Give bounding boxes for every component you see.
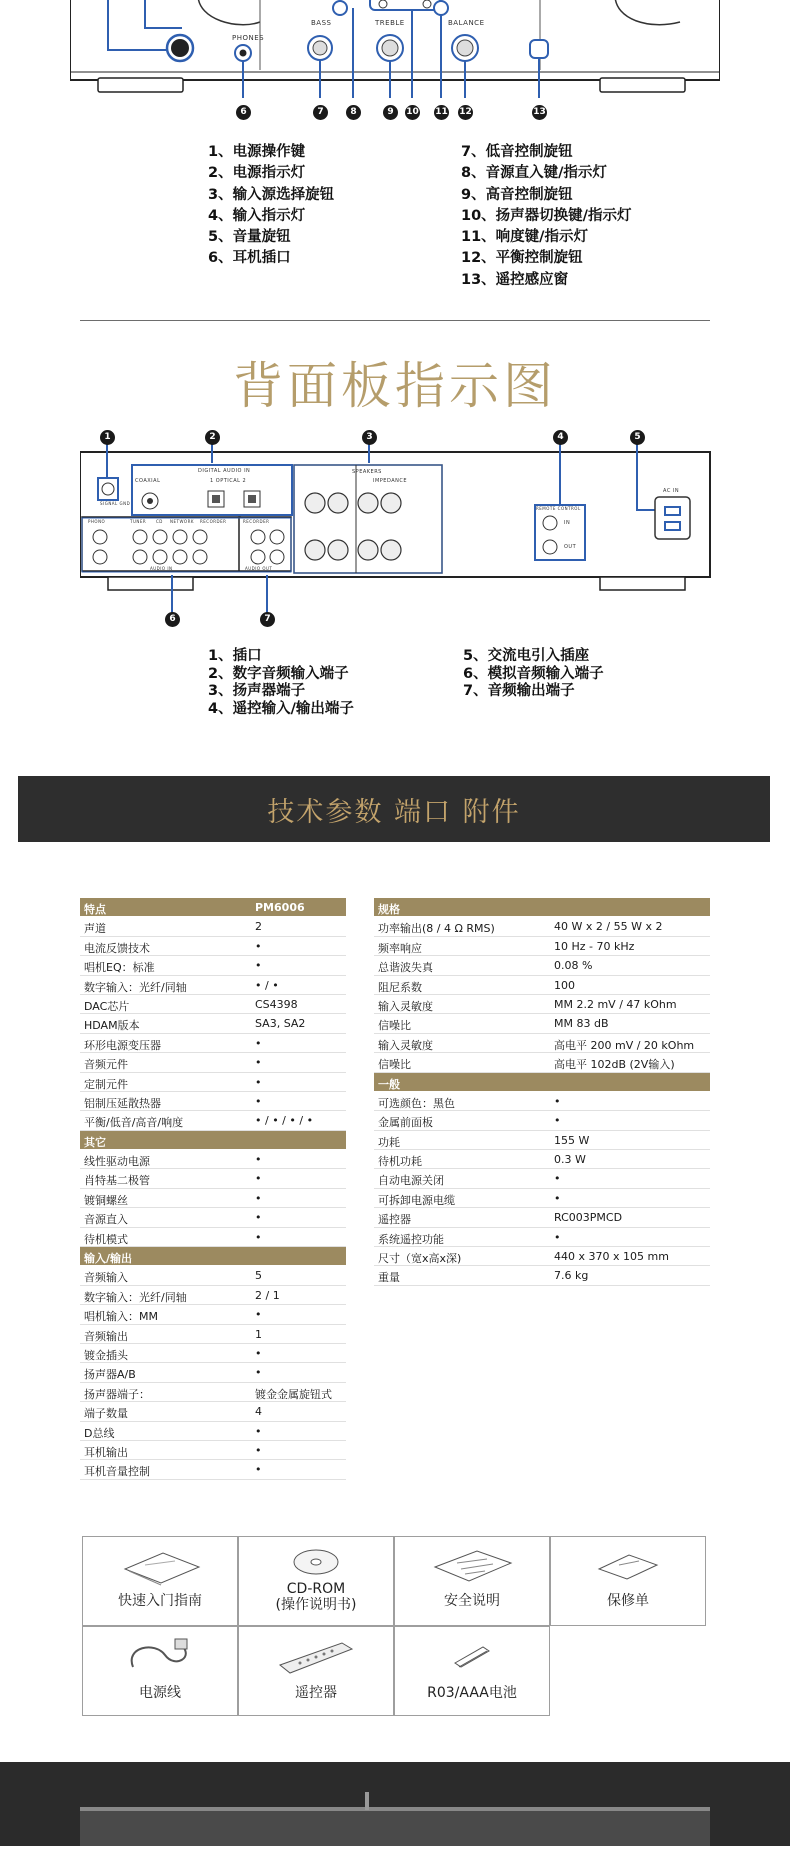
spec-key: 功率输出(8 / 4 Ω RMS) bbox=[378, 922, 495, 936]
callout-13: 13 bbox=[532, 105, 547, 120]
spec-row bbox=[374, 1014, 710, 1033]
spec-row bbox=[374, 1053, 710, 1072]
product-photo-band bbox=[0, 1762, 790, 1846]
spec-key: 定制元件 bbox=[84, 1077, 128, 1091]
spec-value: CS4398 bbox=[255, 997, 298, 1011]
rear-panel-illustration bbox=[80, 425, 715, 625]
spec-value: 440 x 370 x 105 mm bbox=[554, 1250, 669, 1264]
spec-key: 重量 bbox=[378, 1271, 400, 1285]
spec-value: MM 83 dB bbox=[554, 1017, 609, 1031]
spec-row bbox=[80, 1034, 346, 1053]
speakers-label: SPEAKERS bbox=[352, 469, 382, 475]
front-legend-right bbox=[461, 142, 631, 291]
spec-value: • bbox=[255, 1366, 262, 1380]
optical-label: 1 OPTICAL 2 bbox=[210, 478, 247, 484]
spec-key: 平衡/低音/高音/响度 bbox=[84, 1116, 184, 1130]
legend-item: 1、电源操作键 bbox=[208, 144, 306, 160]
rear-callout-7: 7 bbox=[260, 612, 275, 627]
accessory-label: 遥控器 bbox=[295, 1685, 337, 1701]
spec-row bbox=[80, 995, 346, 1014]
spec-section-header bbox=[374, 1073, 710, 1092]
spec-value: 2 / 1 bbox=[255, 1288, 280, 1302]
spec-row bbox=[80, 976, 346, 995]
rear-callout-2: 2 bbox=[205, 430, 220, 445]
spec-header-label: 一般 bbox=[378, 1077, 400, 1091]
spec-row bbox=[374, 1111, 710, 1130]
callout-8: 8 bbox=[346, 105, 361, 120]
spec-header-label: 输入/输出 bbox=[84, 1252, 133, 1266]
spec-value: 7.6 kg bbox=[554, 1269, 589, 1283]
spec-key: 待机功耗 bbox=[378, 1155, 422, 1169]
spec-value: • bbox=[255, 939, 262, 953]
treble-label: TREBLE bbox=[375, 19, 405, 27]
spec-key: 音频输入 bbox=[84, 1271, 128, 1285]
impedance-label: IMPEDANCE bbox=[373, 478, 408, 484]
warranty-card-icon bbox=[593, 1547, 663, 1583]
specifications-table bbox=[374, 898, 710, 1286]
spec-row bbox=[80, 1228, 346, 1247]
legend-item: 10、扬声器切换键/指示灯 bbox=[461, 207, 632, 224]
spec-key: DAC芯片 bbox=[84, 999, 130, 1013]
rear-callout-1: 1 bbox=[100, 430, 115, 445]
remote-in-label: IN bbox=[564, 520, 571, 526]
spec-key: 耳机音量控制 bbox=[84, 1465, 150, 1479]
accessory-label: 电源线 bbox=[139, 1685, 181, 1701]
spec-row bbox=[80, 917, 346, 936]
spec-row bbox=[374, 995, 710, 1014]
accessory-aaa-batteries bbox=[394, 1626, 550, 1716]
legend-item: 9、高音控制旋钮 bbox=[461, 186, 573, 203]
spec-key: 金属前面板 bbox=[378, 1116, 433, 1130]
spec-row bbox=[374, 917, 710, 936]
spec-row bbox=[80, 1460, 346, 1479]
battery-icon bbox=[447, 1637, 497, 1673]
front-legend-left bbox=[208, 142, 334, 270]
legend-item: 7、低音控制旋钮 bbox=[461, 144, 573, 160]
spec-section-header bbox=[80, 1247, 346, 1266]
spec-row bbox=[374, 1150, 710, 1169]
spec-value: • bbox=[255, 1211, 262, 1225]
spec-value: • bbox=[255, 1424, 262, 1438]
spec-value: 1 bbox=[255, 1327, 262, 1341]
remote-control-label: REMOTE CONTROL bbox=[536, 506, 581, 511]
spec-key: 系统遥控功能 bbox=[378, 1232, 444, 1246]
spec-key: 数字输入：光纤/同轴 bbox=[84, 980, 187, 994]
spec-key: 肖特基二极管 bbox=[84, 1174, 150, 1188]
spec-key: 可拆卸电源电缆 bbox=[378, 1193, 455, 1207]
legend-item: 13、遥控感应窗 bbox=[461, 271, 569, 288]
spec-value: • bbox=[255, 1191, 262, 1205]
audio-in-label: AUDIO IN bbox=[150, 566, 173, 571]
spec-section-header bbox=[374, 898, 710, 917]
accessory-power-cord bbox=[82, 1626, 238, 1716]
spec-key: 待机模式 bbox=[84, 1232, 128, 1246]
spec-row bbox=[374, 1092, 710, 1111]
spec-row bbox=[374, 1131, 710, 1150]
phones-label: PHONES bbox=[232, 34, 265, 42]
legend-item: 11、响度键/指示灯 bbox=[461, 229, 588, 246]
accessory-quick-start-guide bbox=[82, 1536, 238, 1626]
spec-value: • bbox=[255, 1036, 262, 1050]
spec-row bbox=[80, 1208, 346, 1227]
spec-value: 5 bbox=[255, 1269, 262, 1283]
audio-out-label: AUDIO OUT bbox=[245, 566, 273, 571]
spec-key: 镀金插头 bbox=[84, 1348, 128, 1362]
spec-key: 阻尼系数 bbox=[378, 980, 422, 994]
spec-header-label: 特点 bbox=[84, 903, 106, 916]
spec-value: 10 Hz - 70 kHz bbox=[554, 939, 635, 953]
spec-value: 高电平 200 mV / 20 kOhm bbox=[554, 1038, 695, 1052]
spec-value: • bbox=[255, 1153, 262, 1167]
legend-item: 2、数字音频输入端子 bbox=[208, 665, 349, 682]
bass-label: BASS bbox=[311, 19, 332, 27]
spec-value: • bbox=[554, 1094, 561, 1108]
spec-key: 唱机输入：MM bbox=[84, 1310, 158, 1324]
spec-row bbox=[80, 1014, 346, 1033]
safety-sheet-icon bbox=[427, 1547, 517, 1587]
spec-value: MM 2.2 mV / 47 kOhm bbox=[554, 997, 677, 1011]
spec-value: • bbox=[255, 1075, 262, 1089]
spec-row bbox=[80, 1053, 346, 1072]
accessory-label: 保修单 bbox=[607, 1593, 649, 1609]
bottom-product-band bbox=[0, 1762, 790, 1846]
spec-key: 可选颜色：黑色 bbox=[378, 1096, 455, 1110]
spec-row bbox=[374, 1208, 710, 1227]
rear-callout-3: 3 bbox=[362, 430, 377, 445]
legend-item: 3、输入源选择旋钮 bbox=[208, 186, 335, 203]
spec-row bbox=[374, 1228, 710, 1247]
recorder-in-label: RECORDER bbox=[200, 519, 227, 524]
spec-row bbox=[80, 937, 346, 956]
spec-key: 音频元件 bbox=[84, 1058, 128, 1072]
spec-banner bbox=[18, 776, 770, 842]
cd-label: CD bbox=[156, 519, 163, 524]
phono-label: PHONO bbox=[88, 519, 106, 524]
spec-row bbox=[374, 1169, 710, 1188]
accessory-cd-rom bbox=[238, 1536, 394, 1626]
remote-out-label: OUT bbox=[564, 544, 577, 550]
spec-key: 环形电源变压器 bbox=[84, 1038, 161, 1052]
network-label: NETWORK bbox=[170, 519, 194, 524]
spec-key: 输入灵敏度 bbox=[378, 999, 433, 1013]
spec-row bbox=[80, 1402, 346, 1421]
features-table bbox=[80, 898, 346, 1480]
digital-audio-in-label: DIGITAL AUDIO IN bbox=[198, 468, 251, 474]
spec-value: 4 bbox=[255, 1405, 262, 1419]
spec-value: • bbox=[255, 1308, 262, 1322]
spec-row bbox=[80, 1383, 346, 1402]
spec-row bbox=[80, 1305, 346, 1324]
spec-key: 镀铜螺丝 bbox=[84, 1193, 128, 1207]
spec-key: 扬声器A/B bbox=[84, 1368, 136, 1382]
spec-key: 声道 bbox=[84, 922, 106, 936]
recorder-out-label: RECORDER bbox=[243, 519, 270, 524]
front-panel-diagram bbox=[70, 0, 720, 98]
spec-row bbox=[374, 1189, 710, 1208]
spec-section-header bbox=[80, 1131, 346, 1150]
spec-row bbox=[80, 1422, 346, 1441]
spec-key: 频率响应 bbox=[378, 941, 422, 955]
spec-row bbox=[80, 1092, 346, 1111]
spec-key: 信噪比 bbox=[378, 1058, 411, 1072]
power-cord-icon bbox=[125, 1637, 195, 1677]
spec-row bbox=[374, 976, 710, 995]
spec-value: • bbox=[255, 1172, 262, 1186]
legend-item: 12、平衡控制旋钮 bbox=[461, 250, 583, 267]
rear-callout-5: 5 bbox=[630, 430, 645, 445]
spec-key: HDAM版本 bbox=[84, 1019, 140, 1033]
spec-row bbox=[374, 1266, 710, 1285]
accessory-label: 快速入门指南 bbox=[118, 1593, 202, 1609]
accessories-grid bbox=[82, 1536, 708, 1716]
spec-row bbox=[80, 1363, 346, 1382]
spec-value: 100 bbox=[554, 978, 575, 992]
spec-key: 总谐波失真 bbox=[378, 961, 433, 975]
spec-row bbox=[80, 1189, 346, 1208]
spec-key: 电流反馈技术 bbox=[84, 941, 150, 955]
spec-header-label: 规格 bbox=[378, 903, 400, 916]
legend-item: 6、模拟音频输入端子 bbox=[463, 665, 604, 682]
tuner-label: TUNER bbox=[130, 519, 147, 524]
spec-row bbox=[374, 1247, 710, 1266]
spec-value: • / • bbox=[255, 978, 279, 992]
legend-item: 1、插口 bbox=[208, 648, 262, 664]
spec-key: 端子数量 bbox=[84, 1407, 128, 1421]
legend-item: 4、输入指示灯 bbox=[208, 207, 306, 224]
spec-value: • bbox=[255, 1346, 262, 1360]
legend-item: 3、扬声器端子 bbox=[208, 683, 306, 699]
signal-gnd-label: SIGNAL GND bbox=[100, 501, 131, 506]
spec-value: 镀金金属旋钮式 bbox=[255, 1387, 332, 1401]
callout-7: 7 bbox=[313, 105, 328, 120]
spec-row bbox=[374, 1034, 710, 1053]
spec-key: 唱机EQ：标准 bbox=[84, 961, 155, 975]
rear-legend-left bbox=[208, 648, 354, 718]
spec-key: 数字输入：光纤/同轴 bbox=[84, 1290, 187, 1304]
spec-value: • bbox=[255, 1443, 262, 1457]
rear-panel-diagram bbox=[80, 425, 715, 625]
spec-row bbox=[80, 1111, 346, 1130]
spec-row bbox=[80, 1344, 346, 1363]
spec-value: • bbox=[255, 959, 262, 973]
spec-row bbox=[80, 1266, 346, 1285]
spec-value: • bbox=[255, 1463, 262, 1477]
coaxial-label: COAXIAL bbox=[135, 478, 161, 484]
cd-icon bbox=[291, 1547, 341, 1577]
spec-header-label: 其它 bbox=[84, 1135, 106, 1149]
spec-value: 40 W x 2 / 55 W x 2 bbox=[554, 920, 663, 934]
spec-row bbox=[80, 1286, 346, 1305]
spec-row bbox=[80, 956, 346, 975]
spec-key: 输入灵敏度 bbox=[378, 1038, 433, 1052]
ac-in-label: AC IN bbox=[663, 488, 680, 494]
spec-key: 线性驱动电源 bbox=[84, 1155, 150, 1169]
spec-row bbox=[374, 956, 710, 975]
legend-item: 7、音频输出端子 bbox=[463, 683, 575, 699]
spec-key: 扬声器端子： bbox=[84, 1387, 150, 1401]
accessory-warranty bbox=[550, 1536, 706, 1626]
spec-value: 高电平 102dB (2V输入) bbox=[554, 1058, 675, 1072]
spec-value: • bbox=[554, 1230, 561, 1244]
spec-key: D总线 bbox=[84, 1426, 115, 1440]
spec-key: 音频输出 bbox=[84, 1329, 128, 1343]
spec-value: • bbox=[554, 1191, 561, 1205]
spec-value: RC003PMCD bbox=[554, 1211, 623, 1225]
rear-legend-right bbox=[463, 648, 604, 701]
section-divider bbox=[80, 320, 710, 321]
legend-item: 8、音源直入键/指示灯 bbox=[461, 165, 607, 182]
spec-key: 耳机输出 bbox=[84, 1445, 128, 1459]
spec-value: SA3, SA2 bbox=[255, 1017, 306, 1031]
legend-item: 5、交流电引入插座 bbox=[463, 648, 590, 664]
spec-header-value: PM6006 bbox=[255, 901, 305, 914]
spec-row bbox=[80, 1150, 346, 1169]
callout-11: 11 bbox=[434, 105, 449, 120]
spec-value: • bbox=[554, 1114, 561, 1128]
guide-icon bbox=[115, 1547, 205, 1587]
spec-value: • / • / • / • bbox=[255, 1114, 314, 1128]
spec-value: 2 bbox=[255, 920, 262, 934]
callout-9: 9 bbox=[383, 105, 398, 120]
spec-value: • bbox=[255, 1056, 262, 1070]
accessory-safety-instructions bbox=[394, 1536, 550, 1626]
spec-value: • bbox=[554, 1172, 561, 1186]
callout-10: 10 bbox=[405, 105, 420, 120]
spec-key: 遥控器 bbox=[378, 1213, 411, 1227]
remote-icon bbox=[276, 1637, 356, 1677]
spec-row bbox=[80, 1169, 346, 1188]
callout-12: 12 bbox=[458, 105, 473, 120]
spec-row bbox=[80, 1325, 346, 1344]
front-panel-illustration bbox=[70, 0, 720, 98]
spec-key: 信噪比 bbox=[378, 1019, 411, 1033]
legend-item: 4、遥控输入/输出端子 bbox=[208, 700, 354, 717]
spec-key: 铝制压延散热器 bbox=[84, 1096, 161, 1110]
legend-item: 6、耳机插口 bbox=[208, 250, 291, 267]
spec-key: 功耗 bbox=[378, 1135, 400, 1149]
accessory-label: 安全说明 bbox=[444, 1593, 500, 1609]
spec-section-header bbox=[80, 898, 346, 917]
balance-label: BALANCE bbox=[448, 19, 485, 27]
spec-value: • bbox=[255, 1094, 262, 1108]
legend-item: 2、电源指示灯 bbox=[208, 165, 306, 182]
spec-value: 155 W bbox=[554, 1133, 590, 1147]
rear-callout-6: 6 bbox=[165, 612, 180, 627]
spec-banner-title: 技术参数 端口 附件 bbox=[267, 797, 521, 828]
accessory-label: CD-ROM (操作说明书) bbox=[275, 1581, 357, 1613]
rear-panel-title: 背面板指示图 bbox=[233, 357, 557, 415]
spec-value: 0.3 W bbox=[554, 1153, 586, 1167]
spec-row bbox=[80, 1441, 346, 1460]
spec-key: 尺寸（宽x高x深) bbox=[378, 1252, 462, 1266]
spec-row bbox=[80, 1073, 346, 1092]
spec-value: 0.08 % bbox=[554, 959, 593, 973]
callout-6: 6 bbox=[236, 105, 251, 120]
accessory-label: R03/AAA电池 bbox=[427, 1685, 517, 1701]
rear-callout-4: 4 bbox=[553, 430, 568, 445]
spec-value: • bbox=[255, 1230, 262, 1244]
legend-item: 5、音量旋钮 bbox=[208, 229, 291, 246]
accessory-remote-control bbox=[238, 1626, 394, 1716]
spec-key: 音源直入 bbox=[84, 1213, 128, 1227]
spec-key: 自动电源关闭 bbox=[378, 1174, 444, 1188]
spec-row bbox=[374, 937, 710, 956]
